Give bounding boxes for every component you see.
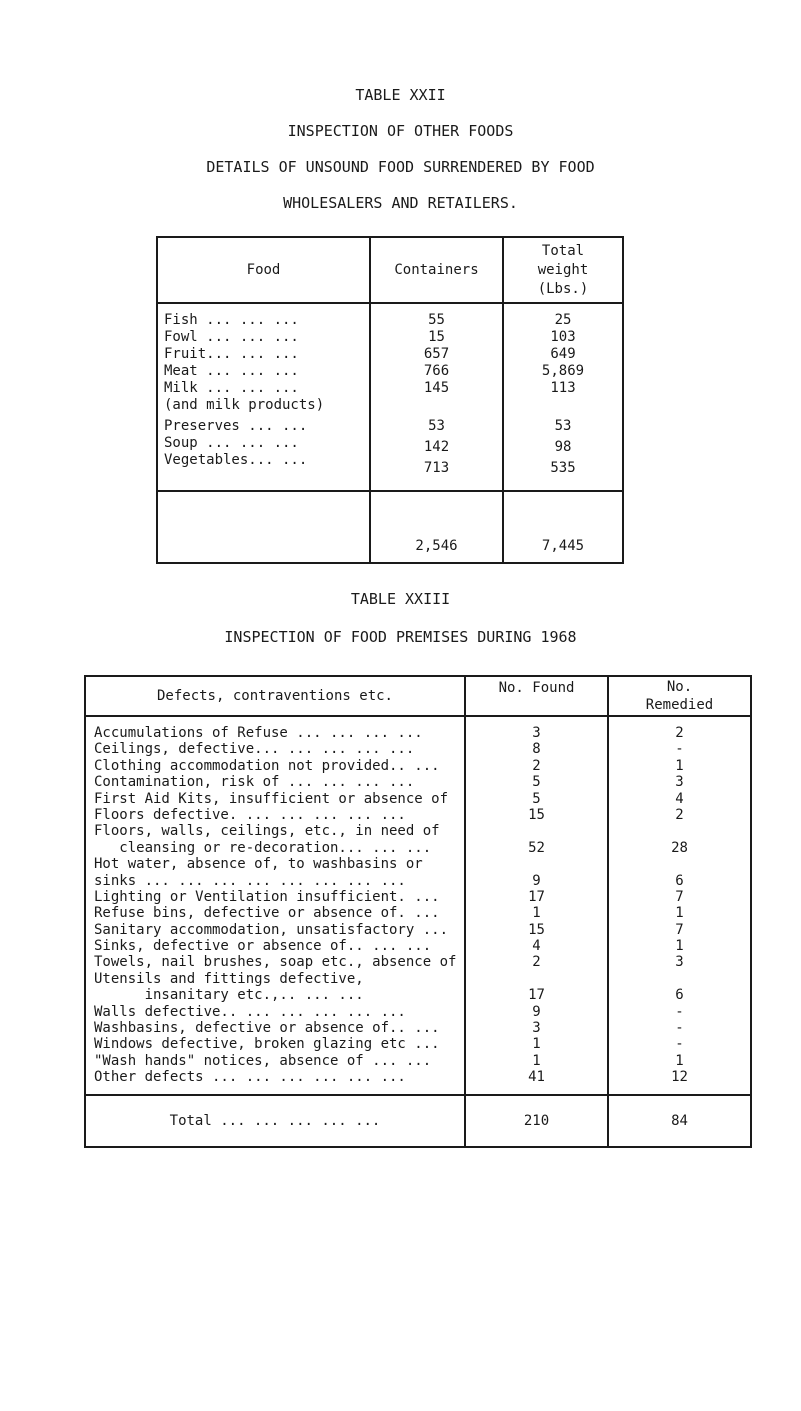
food-cell: Soup ... ... ... xyxy=(164,435,299,451)
column-header-defects: Defects, contraventions etc. xyxy=(85,676,465,716)
defect-cell: Other defects ... ... ... ... ... ... xyxy=(94,1069,406,1086)
defect-cell: Contamination, risk of ... ... ... ... xyxy=(94,774,415,791)
found-cell: 4 xyxy=(532,938,541,955)
unsound-food-table xyxy=(156,236,624,564)
column-header-remedied: No. Remedied xyxy=(608,676,751,716)
found-cell: 3 xyxy=(532,725,541,741)
found-cell: 1 xyxy=(532,1036,541,1053)
table22-subtitle-line2: WHOLESALERS AND RETAILERS. xyxy=(283,194,518,212)
weight-cell: 5,869 xyxy=(541,363,585,379)
defect-cell: cleansing or re-decoration... ... ... xyxy=(94,839,432,856)
food-column xyxy=(157,303,370,491)
found-cell: 3 xyxy=(532,1020,541,1037)
remedied-cell: 3 xyxy=(675,954,684,971)
defect-cell: Sanitary accommodation, unsatisfactory ... xyxy=(94,921,449,938)
defect-cell: Clothing accommodation not provided.. ... xyxy=(94,757,440,774)
defect-cell: sinks ... ... ... ... ... ... ... ... xyxy=(94,872,406,889)
containers-cell: 145 xyxy=(423,380,450,396)
found-cell: 1 xyxy=(532,1052,541,1069)
defect-cell: insanitary etc.,.. ... ... xyxy=(94,987,364,1004)
defect-cell: Ceilings, defective... ... ... ... ... xyxy=(94,741,415,758)
containers-cell: 53 xyxy=(428,418,445,434)
remedied-cell: 4 xyxy=(675,790,684,807)
found-cell: 5 xyxy=(532,774,541,791)
column-header-found: No. Found xyxy=(465,676,608,716)
defect-cell: Towels, nail brushes, soap etc., absence of xyxy=(94,954,457,971)
table23-title: INSPECTION OF FOOD PREMISES DURING 1968 xyxy=(224,628,577,646)
remedied-cell xyxy=(609,971,750,987)
remedied-cell: 1 xyxy=(675,938,684,955)
containers-cell: 766 xyxy=(423,363,450,379)
containers-column xyxy=(370,303,503,491)
remedied-cell xyxy=(609,823,750,839)
table22-heading: TABLE XXII xyxy=(355,86,446,104)
table22-subtitle-line1: DETAILS OF UNSOUND FOOD SURRENDERED BY FOOD xyxy=(206,158,595,176)
food-premises-table xyxy=(84,675,752,1148)
found-cell: 5 xyxy=(532,790,541,807)
found-cell xyxy=(466,856,607,872)
defect-cell: Lighting or Ventilation insufficient. ... xyxy=(94,888,440,905)
defect-cell: First Aid Kits, insufficient or absence of xyxy=(94,790,449,807)
table23-header-row xyxy=(85,676,751,716)
total-remedied: 84 xyxy=(608,1095,751,1147)
found-cell: 41 xyxy=(528,1069,545,1086)
remedied-cell: 6 xyxy=(675,987,684,1004)
food-cell: Fish ... ... ... xyxy=(164,312,299,328)
defect-cell: Floors, walls, ceilings, etc., in need of xyxy=(94,823,440,840)
total-label: Total ... ... ... ... ... xyxy=(85,1095,465,1147)
containers-cell: 142 xyxy=(423,439,450,455)
remedied-cell: 6 xyxy=(675,872,684,889)
defect-cell: Sinks, defective or absence of.. ... ... xyxy=(94,938,432,955)
defect-cell: Accumulations of Refuse ... ... ... ... xyxy=(94,725,423,741)
food-cell: Fowl ... ... ... xyxy=(164,329,299,345)
containers-cell: 657 xyxy=(423,346,450,362)
remedied-cell: - xyxy=(675,741,684,758)
food-cell: Preserves ... ... xyxy=(164,418,308,434)
table22-body xyxy=(157,303,623,491)
total-containers: 2,546 xyxy=(370,491,503,563)
containers-cell: 55 xyxy=(428,312,445,328)
remedied-cell: 7 xyxy=(675,921,684,938)
remedied-cell xyxy=(609,856,750,872)
weight-cell xyxy=(504,397,622,414)
column-header-food: Food xyxy=(157,237,370,303)
food-cell: Meat ... ... ... xyxy=(164,363,299,379)
containers-cell xyxy=(371,397,502,414)
found-cell xyxy=(466,971,607,987)
defect-cell: Windows defective, broken glazing etc ... xyxy=(94,1036,440,1053)
remedied-cell: - xyxy=(675,1020,684,1037)
found-column xyxy=(465,716,608,1095)
remedied-cell: - xyxy=(675,1036,684,1053)
containers-cell: 15 xyxy=(428,329,445,345)
weight-cell: 25 xyxy=(554,312,572,328)
table22-title: INSPECTION OF OTHER FOODS xyxy=(287,122,514,140)
defect-cell: Hot water, absence of, to washbasins or xyxy=(94,856,423,873)
found-cell: 15 xyxy=(528,806,545,823)
weight-cell: 103 xyxy=(550,329,576,345)
found-cell: 9 xyxy=(532,1003,541,1020)
found-cell: 8 xyxy=(532,741,541,758)
defects-column xyxy=(85,716,465,1095)
defect-cell: Floors defective. ... ... ... ... ... xyxy=(94,806,406,823)
weight-column xyxy=(503,303,623,491)
table23-body xyxy=(85,716,751,1095)
total-found: 210 xyxy=(465,1095,608,1147)
weight-cell: 113 xyxy=(550,380,576,396)
remedied-cell: 28 xyxy=(671,839,688,856)
table22-header-row xyxy=(157,237,623,303)
weight-cell: 53 xyxy=(554,418,572,434)
remedied-cell: 1 xyxy=(675,757,684,774)
total-weight: 7,445 xyxy=(503,491,623,563)
remedied-cell: - xyxy=(675,1003,684,1020)
found-cell: 1 xyxy=(532,905,541,922)
remedied-cell: 3 xyxy=(675,774,684,791)
found-cell: 15 xyxy=(528,921,545,938)
found-cell: 52 xyxy=(528,839,545,856)
remedied-cell: 7 xyxy=(675,888,684,905)
defect-cell: Walls defective.. ... ... ... ... ... xyxy=(94,1003,406,1020)
remedied-cell: 1 xyxy=(675,1052,684,1069)
remedied-column xyxy=(608,716,751,1095)
found-cell: 17 xyxy=(528,987,545,1004)
found-cell xyxy=(466,823,607,839)
defect-cell: "Wash hands" notices, absence of ... ... xyxy=(94,1052,432,1069)
column-header-weight: Total weight (Lbs.) xyxy=(503,237,623,303)
weight-cell: 98 xyxy=(554,439,572,455)
food-cell: Milk ... ... ... xyxy=(164,380,299,396)
table22-total-row xyxy=(157,491,623,563)
defect-cell: Refuse bins, defective or absence of. ... xyxy=(94,905,440,922)
remedied-cell: 1 xyxy=(675,905,684,922)
total-blank-cell xyxy=(157,491,370,563)
column-header-containers: Containers xyxy=(370,237,503,303)
remedied-cell: 2 xyxy=(675,806,684,823)
containers-cell: 713 xyxy=(423,460,450,476)
found-cell: 2 xyxy=(532,757,541,774)
food-cell: Vegetables... ... xyxy=(164,452,308,468)
food-cell: (and milk products) xyxy=(164,397,325,413)
defect-cell: Washbasins, defective or absence of.. ... xyxy=(94,1020,440,1037)
table23-heading: TABLE XXIII xyxy=(350,590,451,608)
found-cell: 9 xyxy=(532,872,541,889)
found-cell: 17 xyxy=(528,888,545,905)
remedied-cell: 2 xyxy=(675,725,684,741)
weight-cell: 535 xyxy=(550,460,576,476)
weight-cell: 649 xyxy=(550,346,576,362)
table23-total-row xyxy=(85,1095,751,1147)
found-cell: 2 xyxy=(532,954,541,971)
remedied-cell: 12 xyxy=(671,1069,688,1086)
defect-cell: Utensils and fittings defective, xyxy=(94,970,364,987)
food-cell: Fruit... ... ... xyxy=(164,346,299,362)
